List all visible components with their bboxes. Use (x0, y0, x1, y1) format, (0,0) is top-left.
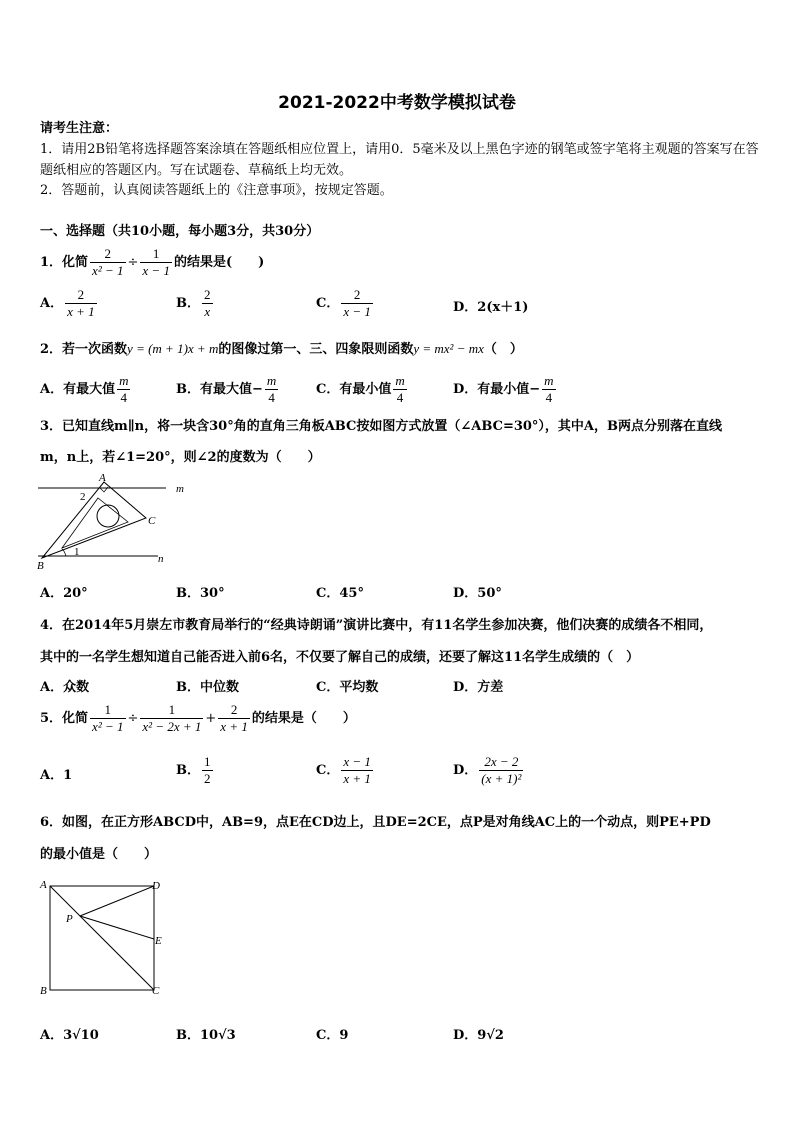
q1-option-c[interactable]: C． $\frac{2}{x - 1}$ (316, 287, 371, 319)
question-3-line-1: 3．已知直线m∥n，将一块含30°角的直角三角板ABC按如图方式放置（∠ABC=30°），其中A，B两点分别落在直线 (40, 419, 722, 434)
q5-option-c[interactable]: C． $\frac{x - 1}{x + 1}$ (316, 754, 371, 786)
question-4-line-1: 4．在2014年5月崇左市教育局举行的“经典诗朗诵”演讲比赛中，有11名学生参加决赛，他们决赛的成绩各不相同， (40, 618, 713, 633)
q3-option-d[interactable]: D．50° (453, 586, 502, 601)
notice-heading: 请考生注意： (40, 121, 119, 136)
q4-option-d[interactable]: D．方差 (453, 680, 504, 695)
notice-item-1: 1．请用2B铅笔将选择题答案涂填在答题纸相应位置上，请用0．5毫米及以上黑色字迹的钢笔或签字笔将主观题的答案写在答题纸相应的答题区内。写在试题卷、草稿纸上均无效。 (40, 142, 759, 178)
label-a: A (99, 472, 106, 484)
label-p: P (66, 913, 73, 925)
q1-option-a[interactable]: A． $\frac{2}{x + 1}$ (40, 287, 95, 319)
page-title: 2021-2022中考数学模拟试卷 (278, 93, 516, 113)
label-b: B (40, 985, 47, 997)
label-d: D (152, 880, 160, 892)
q6-square-figure (36, 874, 172, 1002)
label-angle-1: 1 (74, 546, 80, 558)
q3-option-c[interactable]: C．45° (316, 586, 364, 601)
question-6-line-2: 的最小值是（ ） (40, 847, 158, 862)
notice-item-2: 2．答题前，认真阅读答题纸上的《注意事项》，按规定答题。 (40, 183, 393, 198)
q3-triangle-figure (34, 470, 194, 574)
question-3-line-2: m，n上，若∠1=20°，则∠2的度数为（ ） (40, 450, 321, 465)
q2-option-c[interactable]: C．有最小值 $\frac{m}{4}$ (316, 373, 405, 405)
q5-option-d[interactable]: D． $\frac{2x - 2}{\text{(x + 1)²}}$ (453, 754, 522, 786)
label-c: C (148, 515, 156, 527)
label-angle-2: 2 (80, 491, 86, 503)
q2-option-b[interactable]: B．有最大值− $\frac{m}{4}$ (176, 373, 277, 405)
triangle-abc (42, 482, 146, 558)
q4-option-b[interactable]: B．中位数 (176, 680, 239, 695)
q6-option-d[interactable]: D．9√2 (453, 1028, 504, 1043)
q6-option-a[interactable]: A．3√10 (40, 1028, 99, 1043)
q2-option-a[interactable]: A．有最大值 $\frac{m}{4}$ (40, 373, 129, 405)
q3-option-b[interactable]: B．30° (176, 586, 225, 601)
label-m: m (176, 483, 184, 495)
triangle-inner (62, 498, 128, 548)
label-e: E (155, 935, 162, 947)
question-2: 2．若一次函数y = (m + 1)x + m的图像过第一、三、四象限则函数y = mx² − mx（ ） (40, 341, 523, 357)
triangle-hole (97, 505, 119, 527)
section-heading: 一、选择题（共10小题，每小题3分，共30分） (40, 224, 320, 239)
q5-option-a[interactable]: A．1 (40, 768, 73, 783)
q3-option-a[interactable]: A．20° (40, 586, 88, 601)
q6-option-b[interactable]: B．10√3 (176, 1028, 236, 1043)
diagonal-ac (50, 886, 154, 990)
q1-option-d[interactable]: D．2(x＋1) (453, 300, 529, 315)
label-c: C (152, 985, 160, 997)
q4-option-a[interactable]: A．众数 (40, 680, 90, 695)
label-a: A (40, 879, 47, 891)
question-5: 5．化简 $\frac{1}{\text{x² − 1}}$ ÷ $\frac{1}{\text{x² − 2x + 1}}$ + $\frac{2}{x + 1}$ 的结果是（ ） (40, 702, 356, 734)
label-n: n (158, 553, 164, 565)
q2-option-d[interactable]: D．有最小值− $\frac{m}{4}$ (453, 373, 554, 405)
question-4-line-2: 其中的一名学生想知道自己能否进入前6名，不仅要了解自己的成绩，还要了解这11名学生成绩的（ ） (40, 650, 640, 665)
label-b: B (37, 560, 44, 572)
question-6-line-1: 6．如图，在正方形ABCD中，AB=9，点E在CD边上，且DE=2CE，点P是对角线AC上的一个动点，则PE+PD (40, 815, 711, 830)
segment-pd (80, 886, 154, 916)
question-1: 1．化简 $\frac{2}{\text{x² − 1}}$ ÷ $\frac{1}{x - 1}$ 的结果是( ) (40, 246, 265, 278)
q5-option-b[interactable]: B． $\frac{1}{2}$ (176, 754, 211, 786)
q6-option-c[interactable]: C．9 (316, 1028, 349, 1043)
q1-option-b[interactable]: B． $\frac{2}{x}$ (176, 287, 211, 319)
q4-option-c[interactable]: C．平均数 (316, 680, 379, 695)
